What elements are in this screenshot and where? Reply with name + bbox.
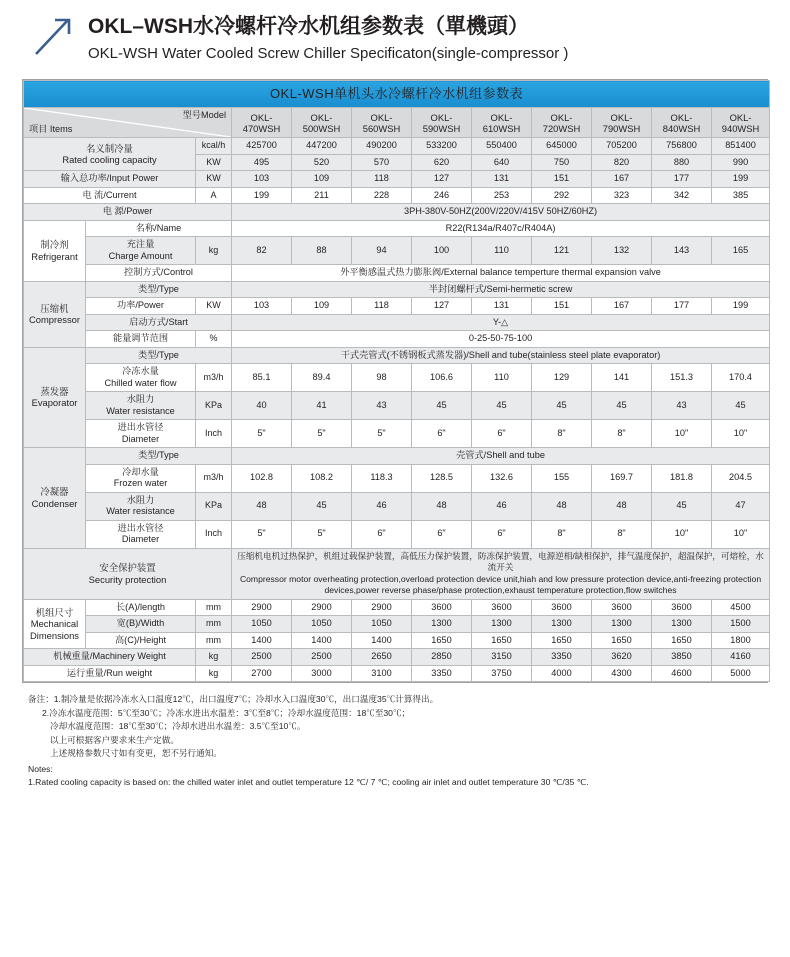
cell-dim-len-1: 2900 [292, 599, 352, 616]
cell-charge-6: 132 [592, 237, 652, 265]
label-evap-diameter-cn: 进出水管径 [117, 422, 164, 432]
cell-dim-hei-6: 1650 [592, 632, 652, 649]
cell-evap-flow-6: 141 [592, 364, 652, 392]
cell-evap-dia-7: 10" [652, 420, 712, 448]
value-compressor-start: Y-△ [232, 314, 770, 331]
cell-comp-power-8: 199 [712, 298, 770, 315]
row-condenser-type [24, 448, 770, 465]
cell-cond-flow-5: 155 [532, 464, 592, 492]
cell-rated-kw-6: 820 [592, 154, 652, 171]
cell-dim-wid-2: 1050 [352, 616, 412, 633]
label-current: 电 流/Current [24, 187, 196, 204]
cell-rated-kw-8: 990 [712, 154, 770, 171]
cell-evap-flow-3: 106.6 [412, 364, 472, 392]
cell-evap-res-0: 40 [232, 392, 292, 420]
row-evaporator-water-resistance [24, 392, 770, 420]
cell-comp-power-7: 177 [652, 298, 712, 315]
label-compressor [24, 281, 86, 347]
row-input-power [24, 171, 770, 188]
value-evaporator-type: 干式壳管式(不锈钢板式蒸发器)/Shell and tube(stainless steel plate evaporator) [232, 347, 770, 364]
cell-mach-wt-0: 2500 [232, 649, 292, 666]
cell-current-4: 253 [472, 187, 532, 204]
cell-evap-dia-5: 8" [532, 420, 592, 448]
cell-cond-dia-3: 6" [412, 520, 472, 548]
cell-cond-res-3: 48 [412, 492, 472, 520]
label-evap-water-resistance [86, 392, 196, 420]
cell-rated-kcal-0: 425700 [232, 138, 292, 155]
label-frozen-water-cn: 冷却水量 [122, 466, 159, 477]
cell-dim-hei-4: 1650 [472, 632, 532, 649]
label-cond-water-resistance-en: Water resistance [106, 506, 175, 516]
label-compressor-start: 启动方式/Start [86, 314, 232, 331]
cell-evap-dia-4: 6" [472, 420, 532, 448]
row-refrigerant-control [24, 265, 770, 282]
label-cond-water-resistance [86, 492, 196, 520]
cell-current-1: 211 [292, 187, 352, 204]
cell-mach-wt-8: 4160 [712, 649, 770, 666]
row-compressor-start [24, 314, 770, 331]
cell-run-wt-8: 5000 [712, 665, 770, 682]
row-compressor-type [24, 281, 770, 298]
cell-cond-flow-7: 181.8 [652, 464, 712, 492]
label-rated-cooling-cn: 名义制冷量 [86, 142, 133, 154]
cell-cond-res-4: 46 [472, 492, 532, 520]
label-frozen-water-en: Frozen water [113, 478, 168, 488]
cell-rated-kcal-8: 851400 [712, 138, 770, 155]
label-evap-diameter [86, 420, 196, 448]
unit-capacity-range: % [196, 331, 232, 348]
cell-evap-res-4: 45 [472, 392, 532, 420]
label-cond-diameter-cn: 进出水管径 [117, 522, 164, 533]
cell-input-power-3: 127 [412, 171, 472, 188]
model-col-4: OKL-610WSH [472, 108, 532, 138]
value-refrigerant-name: R22(R134a/R407c/R404A) [232, 220, 770, 237]
page-title-en: OKL-WSH Water Cooled Screw Chiller Specificaton(single-compressor ) [88, 45, 569, 62]
row-security-protection [24, 548, 770, 599]
cell-evap-flow-2: 98 [352, 364, 412, 392]
corner-header-cell [24, 108, 232, 138]
cell-current-8: 385 [712, 187, 770, 204]
cell-rated-kw-2: 570 [352, 154, 412, 171]
unit-cond-diameter: Inch [196, 520, 232, 548]
cell-dim-wid-7: 1300 [652, 616, 712, 633]
cell-comp-power-0: 103 [232, 298, 292, 315]
value-security-protection [232, 548, 770, 599]
cell-rated-kcal-2: 490200 [352, 138, 412, 155]
note-cn-3: 冷却水温度范围：18℃至30℃；冷却水进出水温差：3.5℃至10℃。 [50, 721, 306, 731]
cell-evap-res-7: 43 [652, 392, 712, 420]
row-run-weight [24, 665, 770, 682]
cell-current-2: 228 [352, 187, 412, 204]
cell-cond-flow-4: 132.6 [472, 464, 532, 492]
cell-cond-flow-8: 204.5 [712, 464, 770, 492]
label-evap-water-resistance-en: Water resistance [106, 405, 175, 416]
cell-comp-power-2: 118 [352, 298, 412, 315]
unit-machinery-weight: kg [196, 649, 232, 666]
row-dimension-width [24, 616, 770, 633]
cell-dim-len-0: 2900 [232, 599, 292, 616]
cell-dim-len-5: 3600 [532, 599, 592, 616]
cell-evap-res-2: 43 [352, 392, 412, 420]
label-evaporator [24, 347, 86, 448]
unit-evap-water-resistance: KPa [196, 392, 232, 420]
label-condenser-type: 类型/Type [86, 448, 232, 465]
unit-compressor-power: KW [196, 298, 232, 315]
value-capacity-range: 0-25-50-75-100 [232, 331, 770, 348]
cell-run-wt-6: 4300 [592, 665, 652, 682]
cell-dim-hei-7: 1650 [652, 632, 712, 649]
table-banner-title: OKL-WSH单机头水冷螺杆冷水机组参数表 [24, 81, 770, 108]
label-evap-water-resistance-cn: 水阻力 [126, 394, 155, 404]
model-col-2: OKL-560WSH [352, 108, 412, 138]
cell-mach-wt-1: 2500 [292, 649, 352, 666]
cell-evap-dia-6: 8" [592, 420, 652, 448]
model-col-0: OKL-470WSH [232, 108, 292, 138]
cell-cond-dia-4: 6" [472, 520, 532, 548]
label-compressor-type: 类型/Type [86, 281, 232, 298]
label-compressor-power: 功率/Power [86, 298, 196, 315]
cell-mach-wt-4: 3150 [472, 649, 532, 666]
cell-evap-res-6: 45 [592, 392, 652, 420]
note-cn-1: 备注：1.制冷量是依据冷冻水入口温度12℃，出口温度7℃；冷却水入口温度30℃，出口温度35℃计算得出。 [28, 694, 439, 704]
note-en-1: 1.Rated cooling capacity is based on: the chilled water inlet and outlet temperature 12 ℃/ 7 ℃; cooling air inlet and outlet temperature 30 ℃/35 ℃. [28, 777, 589, 787]
spec-table-wrapper [22, 79, 768, 683]
label-charge-amount [86, 237, 196, 265]
cell-input-power-4: 131 [472, 171, 532, 188]
cell-cond-dia-2: 6" [352, 520, 412, 548]
label-evaporator-en: Evaporator [31, 397, 78, 409]
corner-items-label: 项目 Items [29, 123, 73, 134]
notes-section [28, 693, 762, 790]
cell-current-3: 246 [412, 187, 472, 204]
cell-mach-wt-3: 2850 [412, 649, 472, 666]
value-power-supply: 3PH-380V-50HZ(200V/220V/415V 50HZ/60HZ) [232, 204, 770, 221]
cell-evap-res-5: 45 [532, 392, 592, 420]
label-charge-amount-cn: 充注量 [126, 239, 155, 249]
value-condenser-type: 壳管式/Shell and tube [232, 448, 770, 465]
cell-evap-flow-5: 129 [532, 364, 592, 392]
label-cond-diameter-en: Diameter [121, 534, 160, 544]
unit-charge-amount: kg [196, 237, 232, 265]
cell-input-power-0: 103 [232, 171, 292, 188]
cell-dim-hei-8: 1800 [712, 632, 770, 649]
cell-cond-res-6: 48 [592, 492, 652, 520]
model-header-row [24, 108, 770, 138]
unit-dim-width: mm [196, 616, 232, 633]
label-refrigerant-cn: 制冷剂 [40, 239, 69, 250]
model-col-8: OKL-940WSH [712, 108, 770, 138]
row-condenser-water-flow [24, 464, 770, 492]
note-cn-2: 2.冷冻水温度范围：5℃至30℃；冷冻水进出水温差：3℃至8℃；冷却水温度范围：18℃至30℃； [42, 707, 411, 718]
label-condenser [24, 448, 86, 549]
cell-dim-len-3: 3600 [412, 599, 472, 616]
label-refrigerant [24, 220, 86, 281]
cell-evap-dia-8: 10" [712, 420, 770, 448]
cell-evap-res-3: 45 [412, 392, 472, 420]
cell-charge-7: 143 [652, 237, 712, 265]
label-machinery-weight: 机械重量/Machinery Weight [24, 649, 196, 666]
cell-evap-flow-7: 151.3 [652, 364, 712, 392]
cell-comp-power-4: 131 [472, 298, 532, 315]
label-dim-height: 高(C)/Height [86, 632, 196, 649]
row-refrigerant-name [24, 220, 770, 237]
label-dimensions-en1: Mechanical [30, 618, 79, 629]
cell-rated-kw-4: 640 [472, 154, 532, 171]
label-dimensions-en2: Dimensions [30, 629, 79, 641]
unit-run-weight: kg [196, 665, 232, 682]
cell-evap-dia-0: 5" [232, 420, 292, 448]
label-evaporator-cn: 蒸发器 [40, 385, 69, 397]
cell-dim-hei-5: 1650 [532, 632, 592, 649]
cell-rated-kw-1: 520 [292, 154, 352, 171]
label-evaporator-type: 类型/Type [86, 347, 232, 364]
cell-dim-hei-3: 1650 [412, 632, 472, 649]
row-power-supply [24, 204, 770, 221]
unit-chilled-water-flow: m3/h [196, 364, 232, 392]
cell-mach-wt-6: 3620 [592, 649, 652, 666]
cell-rated-kcal-6: 705200 [592, 138, 652, 155]
model-col-7: OKL-840WSH [652, 108, 712, 138]
cell-rated-kw-3: 620 [412, 154, 472, 171]
cell-dim-wid-0: 1050 [232, 616, 292, 633]
unit-current: A [196, 187, 232, 204]
row-evaporator-diameter [24, 420, 770, 448]
model-col-3: OKL-590WSH [412, 108, 472, 138]
page-title-cn: OKL–WSH水冷螺杆冷水机组参数表（單機頭） [88, 15, 529, 38]
row-dimension-length [24, 599, 770, 616]
label-chilled-water-flow [86, 364, 196, 392]
cell-run-wt-2: 3100 [352, 665, 412, 682]
okl-arrow-logo [28, 12, 80, 58]
cell-comp-power-1: 109 [292, 298, 352, 315]
label-dimensions-cn: 机组尺寸 [35, 606, 74, 618]
cell-cond-flow-2: 118.3 [352, 464, 412, 492]
cell-evap-flow-0: 85.1 [232, 364, 292, 392]
note-cn-4: 以上可根据客户要求来生产定做。 [50, 734, 179, 745]
cell-cond-res-5: 48 [532, 492, 592, 520]
label-input-power: 输入总功率/Input Power [24, 171, 196, 188]
cell-current-6: 323 [592, 187, 652, 204]
row-evaporator-type [24, 347, 770, 364]
cell-cond-res-2: 46 [352, 492, 412, 520]
label-power-supply: 电 源/Power [24, 204, 232, 221]
cell-evap-flow-8: 170.4 [712, 364, 770, 392]
row-refrigerant-charge [24, 237, 770, 265]
cell-current-7: 342 [652, 187, 712, 204]
cell-cond-flow-6: 169.7 [592, 464, 652, 492]
model-col-1: OKL-500WSH [292, 108, 352, 138]
cell-rated-kcal-1: 447200 [292, 138, 352, 155]
cell-dim-len-8: 4500 [712, 599, 770, 616]
label-evap-diameter-en: Diameter [121, 433, 160, 444]
document-header [0, 0, 790, 65]
cell-input-power-8: 199 [712, 171, 770, 188]
note-cn-5: 上述规格参数尺寸如有变更，恕不另行通知。 [50, 748, 222, 758]
label-security-protection-cn: 安全保护装置 [99, 562, 156, 573]
cell-cond-res-8: 47 [712, 492, 770, 520]
cell-charge-5: 121 [532, 237, 592, 265]
row-machinery-weight [24, 649, 770, 666]
label-capacity-range: 能量调节范围 [86, 331, 196, 348]
security-protection-text-en: Compressor motor overheating protection,overload protection device unit,hiah and low pressure protection device,anti-freezing protection devices,power reverse phase/phase protection,exhaust temperature protection,flow switches [239, 573, 762, 595]
cell-dim-len-7: 3600 [652, 599, 712, 616]
cell-mach-wt-5: 3350 [532, 649, 592, 666]
cell-cond-dia-7: 10" [652, 520, 712, 548]
label-rated-cooling [24, 138, 196, 171]
unit-dim-length: mm [196, 599, 232, 616]
cell-cond-dia-8: 10" [712, 520, 770, 548]
label-condenser-cn: 冷凝器 [40, 486, 69, 498]
label-frozen-water [86, 464, 196, 492]
label-refrigerant-name: 名称/Name [86, 220, 232, 237]
model-col-5: OKL-720WSH [532, 108, 592, 138]
cell-dim-wid-6: 1300 [592, 616, 652, 633]
cell-charge-1: 88 [292, 237, 352, 265]
cell-cond-dia-6: 8" [592, 520, 652, 548]
row-dimension-height [24, 632, 770, 649]
unit-dim-height: mm [196, 632, 232, 649]
label-cond-diameter [86, 520, 196, 548]
label-cond-water-resistance-cn: 水阻力 [126, 494, 155, 505]
label-rated-cooling-en: Rated cooling capacity [62, 154, 157, 165]
cell-dim-len-4: 3600 [472, 599, 532, 616]
cell-comp-power-5: 151 [532, 298, 592, 315]
label-charge-amount-en: Charge Amount [108, 250, 173, 261]
label-run-weight: 运行重量/Run weight [24, 665, 196, 682]
cell-rated-kcal-3: 533200 [412, 138, 472, 155]
cell-rated-kw-0: 495 [232, 154, 292, 171]
cell-cond-dia-1: 5" [292, 520, 352, 548]
value-compressor-type: 半封闭螺杆式/Semi-hermetic screw [232, 281, 770, 298]
label-condenser-en: Condenser [31, 497, 78, 509]
cell-dim-len-2: 2900 [352, 599, 412, 616]
cell-dim-wid-3: 1300 [412, 616, 472, 633]
cell-dim-wid-8: 1500 [712, 616, 770, 633]
cell-cond-flow-0: 102.8 [232, 464, 292, 492]
cell-input-power-7: 177 [652, 171, 712, 188]
cell-rated-kcal-7: 756800 [652, 138, 712, 155]
cell-input-power-5: 151 [532, 171, 592, 188]
row-compressor-power [24, 298, 770, 315]
cell-cond-dia-0: 5" [232, 520, 292, 548]
row-condenser-diameter [24, 520, 770, 548]
cell-comp-power-3: 127 [412, 298, 472, 315]
cell-cond-res-0: 48 [232, 492, 292, 520]
cell-dim-hei-2: 1400 [352, 632, 412, 649]
cell-cond-dia-5: 8" [532, 520, 592, 548]
cell-run-wt-5: 4000 [532, 665, 592, 682]
cell-current-5: 292 [532, 187, 592, 204]
cell-dim-len-6: 3600 [592, 599, 652, 616]
cell-run-wt-3: 3350 [412, 665, 472, 682]
label-chilled-water-flow-cn: 冷冻水量 [122, 366, 159, 376]
cell-mach-wt-7: 3850 [652, 649, 712, 666]
security-protection-text-cn: 压缩机电机过热保护，机组过载保护装置，高低压力保护装置，防冻保护装置，电源逆相/缺相保护，排气温度保护，超温保护，可熔栓，水流开关 [237, 550, 764, 572]
cell-current-0: 199 [232, 187, 292, 204]
cell-cond-res-7: 45 [652, 492, 712, 520]
cell-cond-flow-3: 128.5 [412, 464, 472, 492]
cell-dim-hei-1: 1400 [292, 632, 352, 649]
label-security-protection [24, 548, 232, 599]
label-security-protection-en: Security protection [88, 573, 167, 585]
label-dimensions [24, 599, 86, 649]
cell-evap-dia-3: 6" [412, 420, 472, 448]
cell-input-power-6: 167 [592, 171, 652, 188]
label-chilled-water-flow-en: Chilled water flow [104, 377, 177, 388]
cell-charge-8: 165 [712, 237, 770, 265]
cell-evap-dia-1: 5" [292, 420, 352, 448]
cell-mach-wt-2: 2650 [352, 649, 412, 666]
cell-run-wt-0: 2700 [232, 665, 292, 682]
cell-evap-flow-4: 110 [472, 364, 532, 392]
cell-rated-kcal-4: 550400 [472, 138, 532, 155]
unit-rated-cooling-kcal: kcal/h [196, 138, 232, 155]
row-current [24, 187, 770, 204]
label-compressor-en: Compressor [28, 314, 81, 325]
cell-evap-flow-1: 89.4 [292, 364, 352, 392]
model-col-6: OKL-790WSH [592, 108, 652, 138]
row-condenser-water-resistance [24, 492, 770, 520]
cell-dim-hei-0: 1400 [232, 632, 292, 649]
row-compressor-capacity-range [24, 331, 770, 348]
header-titles [88, 12, 568, 65]
unit-evap-diameter: Inch [196, 420, 232, 448]
cell-input-power-2: 118 [352, 171, 412, 188]
table-banner-row [24, 81, 770, 108]
cell-evap-res-1: 41 [292, 392, 352, 420]
cell-comp-power-6: 167 [592, 298, 652, 315]
cell-charge-4: 110 [472, 237, 532, 265]
cell-dim-wid-4: 1300 [472, 616, 532, 633]
cell-charge-2: 94 [352, 237, 412, 265]
cell-rated-kw-7: 880 [652, 154, 712, 171]
cell-run-wt-4: 3750 [472, 665, 532, 682]
cell-charge-3: 100 [412, 237, 472, 265]
unit-frozen-water: m3/h [196, 464, 232, 492]
unit-rated-cooling-kw: KW [196, 154, 232, 171]
label-compressor-cn: 压缩机 [40, 302, 69, 314]
corner-model-label: 型号Model [182, 110, 226, 120]
cell-dim-wid-5: 1300 [532, 616, 592, 633]
cell-evap-dia-2: 5" [352, 420, 412, 448]
row-evaporator-water-flow [24, 364, 770, 392]
cell-rated-kcal-5: 645000 [532, 138, 592, 155]
notes-en-title: Notes: [28, 763, 53, 774]
label-dim-length: 长(A)/length [86, 599, 196, 616]
label-refrigerant-en: Refrigerant [31, 250, 78, 262]
cell-run-wt-1: 3000 [292, 665, 352, 682]
cell-input-power-1: 109 [292, 171, 352, 188]
cell-dim-wid-1: 1050 [292, 616, 352, 633]
cell-cond-res-1: 45 [292, 492, 352, 520]
label-dim-width: 宽(B)/Width [86, 616, 196, 633]
value-refrigerant-control: 外平衡感温式热力膨胀阀/External balance temperture thermal expansion valve [232, 265, 770, 282]
cell-cond-flow-1: 108.2 [292, 464, 352, 492]
unit-cond-water-resistance: KPa [196, 492, 232, 520]
cell-evap-res-8: 45 [712, 392, 770, 420]
spec-table [23, 80, 770, 682]
row-rated-cooling-kcal [24, 138, 770, 155]
label-refrigerant-control: 控制方式/Control [86, 265, 232, 282]
cell-rated-kw-5: 750 [532, 154, 592, 171]
unit-input-power: KW [196, 171, 232, 188]
cell-run-wt-7: 4600 [652, 665, 712, 682]
cell-charge-0: 82 [232, 237, 292, 265]
